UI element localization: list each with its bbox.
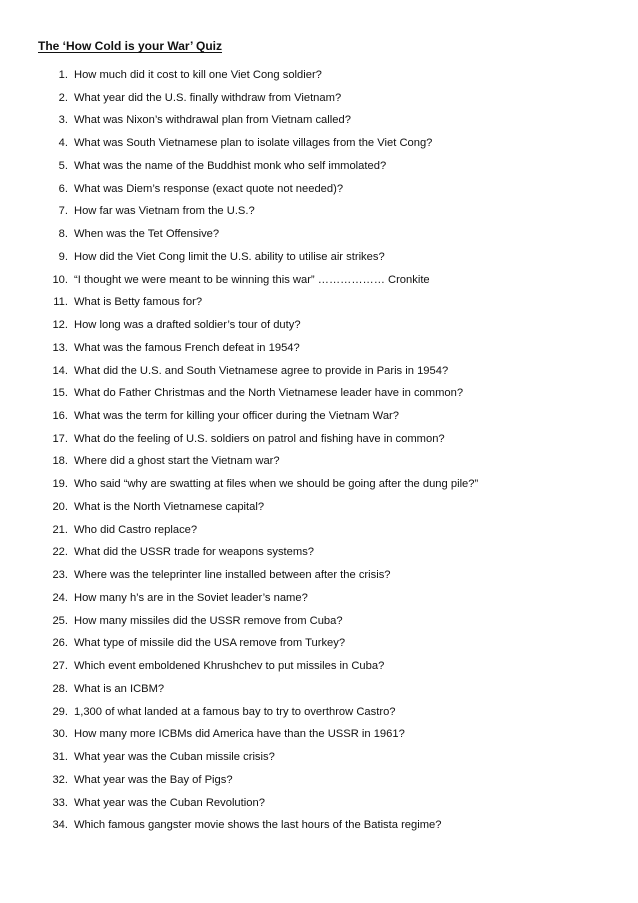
question-number: 6.: [58, 182, 68, 195]
question-item: [0, 705, 638, 728]
question-text: Which event emboldened Khrushchev to put missiles in Cuba?: [74, 660, 385, 673]
question-item: [0, 818, 638, 841]
question-text: What was the term for killing your officer during the Vietnam War?: [74, 410, 399, 423]
question-text: How many more ICBMs did America have than the USSR in 1961?: [74, 728, 405, 741]
question-item: [0, 182, 638, 205]
question-item: [0, 273, 638, 296]
question-number: 8.: [58, 228, 68, 241]
question-number: 27.: [52, 660, 68, 673]
question-text: What did the U.S. and South Vietnamese agree to provide in Paris in 1954?: [74, 364, 449, 377]
question-item: [0, 91, 638, 114]
question-text: What was Diem’s response (exact quote not needed)?: [74, 182, 344, 195]
question-item: [0, 227, 638, 250]
question-list: [0, 68, 638, 841]
question-item: [0, 295, 638, 318]
question-text: Where was the teleprinter line installed between after the crisis?: [74, 569, 391, 582]
question-number: 24.: [52, 591, 68, 604]
question-text: When was the Tet Offensive?: [74, 228, 220, 241]
question-item: [0, 591, 638, 614]
question-number: 28.: [52, 682, 68, 695]
question-item: [0, 545, 638, 568]
question-text: What year was the Cuban Revolution?: [74, 796, 265, 809]
question-text: What is Betty famous for?: [74, 296, 203, 309]
question-item: [0, 159, 638, 182]
question-item: [0, 250, 638, 273]
question-text: What was Nixon’s withdrawal plan from Vietnam called?: [74, 114, 351, 127]
question-item: [0, 432, 638, 455]
question-text: What do Father Christmas and the North Vietnamese leader have in common?: [74, 387, 464, 400]
question-text: How much did it cost to kill one Viet Cong soldier?: [74, 69, 322, 81]
question-number: 14.: [52, 364, 68, 377]
question-item: [0, 341, 638, 364]
question-text: How did the Viet Cong limit the U.S. ability to utilise air strikes?: [74, 250, 385, 263]
question-number: 31.: [52, 751, 68, 764]
question-text: Where did a ghost start the Vietnam war?: [74, 455, 280, 468]
question-number: 7.: [58, 205, 68, 218]
question-number: 29.: [52, 705, 68, 718]
question-text: How long was a drafted soldier’s tour of duty?: [74, 319, 301, 332]
question-number: 34.: [52, 819, 68, 832]
question-number: 21.: [52, 523, 68, 536]
question-number: 15.: [52, 387, 68, 400]
question-item: [0, 614, 638, 637]
question-text: What was the name of the Buddhist monk who self immolated?: [74, 159, 387, 172]
question-item: [0, 318, 638, 341]
question-item: [0, 659, 638, 682]
question-item: [0, 409, 638, 432]
question-item: [0, 364, 638, 387]
question-text: What year did the U.S. finally withdraw from Vietnam?: [74, 91, 342, 104]
question-item: [0, 386, 638, 409]
question-text: How many h’s are in the Soviet leader’s name?: [74, 591, 308, 604]
question-text: How far was Vietnam from the U.S.?: [74, 205, 255, 218]
question-number: 13.: [52, 341, 68, 354]
question-item: [0, 682, 638, 705]
question-number: 19.: [52, 478, 68, 491]
question-text: What is the North Vietnamese capital?: [74, 500, 265, 513]
question-number: 32.: [52, 773, 68, 786]
question-text: 1,300 of what landed at a famous bay to try to overthrow Castro?: [74, 705, 396, 718]
question-text: Who said “why are swatting at files when we should be going after the dung pile?”: [74, 478, 479, 491]
question-number: 2.: [58, 91, 68, 104]
question-item: [0, 796, 638, 819]
question-text: What was the famous French defeat in 1954?: [74, 341, 300, 354]
question-text: What year was the Bay of Pigs?: [74, 773, 233, 786]
question-number: 5.: [58, 159, 68, 172]
question-number: 16.: [52, 410, 68, 423]
question-item: [0, 523, 638, 546]
question-number: 12.: [52, 319, 68, 332]
question-item: [0, 500, 638, 523]
question-item: [0, 727, 638, 750]
question-number: 3.: [58, 114, 68, 127]
question-number: 4.: [58, 137, 68, 150]
question-number: 11.: [53, 296, 68, 309]
question-number: 23.: [52, 569, 68, 582]
question-number: 33.: [52, 796, 68, 809]
question-item: [0, 136, 638, 159]
question-text: Which famous gangster movie shows the last hours of the Batista regime?: [74, 819, 442, 832]
question-item: [0, 568, 638, 591]
question-item: [0, 68, 638, 91]
question-item: [0, 454, 638, 477]
question-text: “I thought we were meant to be winning this war” ……………… Cronkite: [74, 273, 430, 286]
question-number: 9.: [58, 250, 68, 263]
question-number: 22.: [52, 546, 68, 559]
question-text: What type of missile did the USA remove from Turkey?: [74, 637, 346, 650]
question-text: What was South Vietnamese plan to isolate villages from the Viet Cong?: [74, 137, 433, 150]
question-number: 25.: [52, 614, 68, 627]
question-item: [0, 773, 638, 796]
question-text: What did the USSR trade for weapons systems?: [74, 546, 315, 559]
question-number: 20.: [52, 500, 68, 513]
question-item: [0, 636, 638, 659]
question-number: 17.: [52, 432, 68, 445]
question-text: How many missiles did the USSR remove from Cuba?: [74, 614, 343, 627]
question-text: Who did Castro replace?: [74, 523, 198, 536]
question-number: 26.: [52, 637, 68, 650]
question-item: [0, 113, 638, 136]
question-number: 18.: [52, 455, 68, 468]
question-item: [0, 204, 638, 227]
question-text: What year was the Cuban missile crisis?: [74, 751, 275, 764]
question-item: [0, 750, 638, 773]
question-item: [0, 477, 638, 500]
question-text: What is an ICBM?: [74, 682, 165, 695]
question-text: What do the feeling of U.S. soldiers on patrol and fishing have in common?: [74, 432, 445, 445]
page-title: The ‘How Cold is your War’ Quiz: [38, 39, 223, 53]
question-number: 10.: [52, 273, 68, 286]
question-number: 1.: [58, 69, 68, 81]
question-number: 30.: [52, 728, 68, 741]
